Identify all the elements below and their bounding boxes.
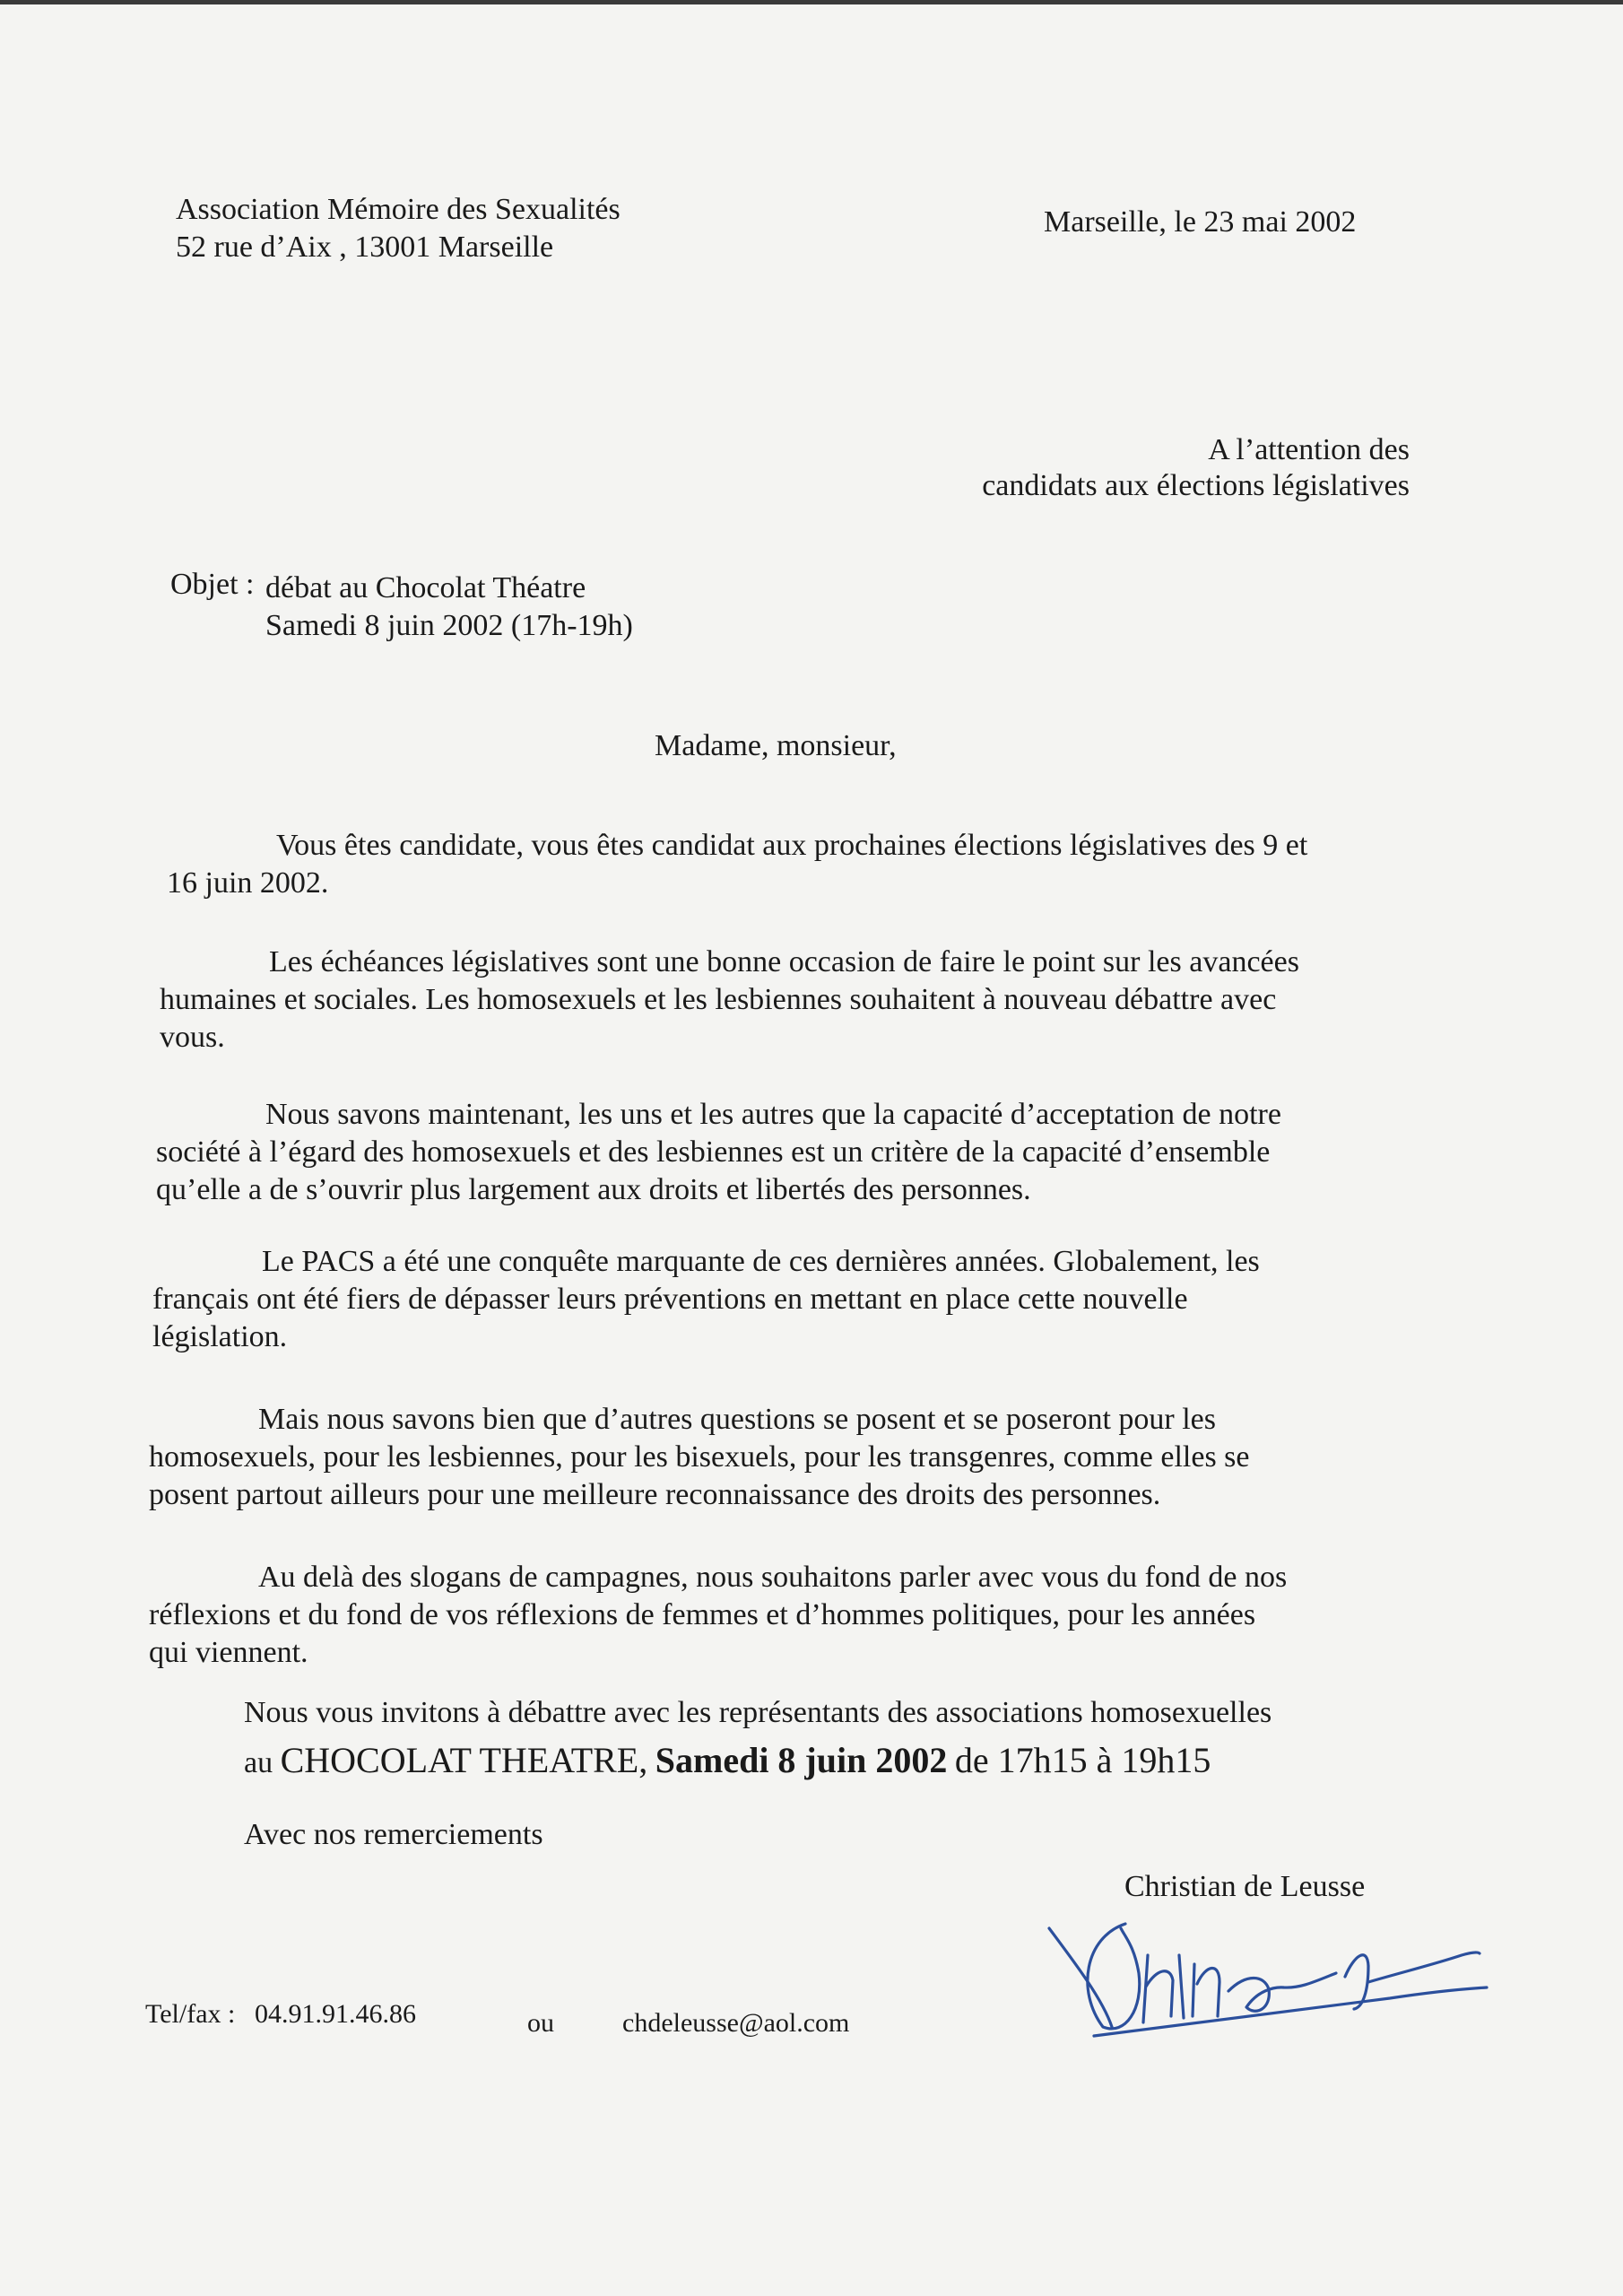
closing: Avec nos remerciements — [244, 1818, 543, 1851]
paragraph-line: Nous savons maintenant, les uns et les autres que la capacité d’acceptation de notre — [265, 1098, 1281, 1131]
recipient-line-2: candidats aux élections législatives — [982, 469, 1410, 502]
subject-label: Objet : — [170, 568, 255, 601]
paragraph-line: français ont été fiers de dépasser leurs préventions en mettant en place cette nouvelle — [152, 1283, 1188, 1316]
invitation-venue: CHOCOLAT THEATRE, — [280, 1740, 648, 1780]
invitation-date: Samedi 8 juin 2002 — [655, 1740, 948, 1780]
place-date: Marseille, le 23 mai 2002 — [1044, 205, 1357, 239]
scan-top-edge — [0, 0, 1623, 4]
paragraph-line: posent partout ailleurs pour une meilleure reconnaissance des droits des personnes. — [149, 1478, 1161, 1511]
paragraph-line: humaines et sociales. Les homosexuels et les lesbiennes souhaitent à nouveau débattre avec — [160, 983, 1277, 1016]
sender-address: 52 rue d’Aix , 13001 Marseille — [176, 230, 554, 264]
recipient-line-1: A l’attention des — [1208, 433, 1410, 466]
subject-line-1: débat au Chocolat Théatre — [265, 571, 586, 604]
invitation-line-1: Nous vous invitons à débattre avec les représentants des associations homosexuelles — [244, 1696, 1272, 1729]
invitation-line-2 — [244, 1740, 1211, 1785]
paragraph-5 — [149, 1401, 1250, 1514]
paragraph-line: législation. — [152, 1320, 288, 1353]
paragraph-3 — [156, 1096, 1281, 1209]
sender-name: Association Mémoire des Sexualités — [176, 193, 621, 226]
paragraph-1 — [167, 827, 1307, 902]
paragraph-6 — [149, 1559, 1287, 1672]
email-link[interactable]: chdeleusse@aol.com — [622, 2008, 850, 2038]
paragraph-line: qu’elle a de s’ouvrir plus largement aux droits et libertés des personnes. — [156, 1173, 1031, 1206]
paragraph-line: Vous êtes candidate, vous êtes candidat aux prochaines élections législatives des 9 et — [276, 829, 1308, 862]
paragraph-line: qui viennent. — [149, 1636, 308, 1669]
paragraph-line: vous. — [160, 1021, 225, 1054]
invitation-time: de 17h15 à 19h15 — [954, 1740, 1211, 1780]
salutation: Madame, monsieur, — [655, 729, 897, 762]
contact-or: ou — [527, 2008, 554, 2038]
paragraph-line: société à l’égard des homosexuels et des lesbiennes est un critère de la capacité d’ensemble — [156, 1135, 1271, 1169]
phone-label: Tel/fax : — [145, 1999, 236, 2029]
paragraph-line: 16 juin 2002. — [167, 866, 329, 900]
paragraph-line: réflexions et du fond de vos réflexions de femmes et d’hommes politiques, pour les années — [149, 1598, 1256, 1631]
subject-line-2: Samedi 8 juin 2002 (17h-19h) — [265, 609, 633, 642]
paragraph-line: Les échéances législatives sont une bonne occasion de faire le point sur les avancées — [269, 945, 1299, 978]
paragraph-line: homosexuels, pour les lesbiennes, pour les bisexuels, pour les transgenres, comme elles se — [149, 1440, 1250, 1474]
invitation-prefix: au — [244, 1746, 273, 1779]
paragraph-4 — [152, 1243, 1260, 1356]
signatory-name: Christian de Leusse — [1124, 1870, 1366, 1903]
paragraph-line: Au delà des slogans de campagnes, nous souhaitons parler avec vous du fond de nos — [258, 1561, 1288, 1594]
paragraph-line: Mais nous savons bien que d’autres questions se posent et se poseront pour les — [258, 1403, 1216, 1436]
paragraph-2 — [160, 944, 1299, 1057]
paragraph-line: Le PACS a été une conquête marquante de ces dernières années. Globalement, les — [262, 1245, 1260, 1278]
phone-number: 04.91.91.46.86 — [255, 1999, 416, 2029]
signature-icon — [1040, 1901, 1488, 2045]
